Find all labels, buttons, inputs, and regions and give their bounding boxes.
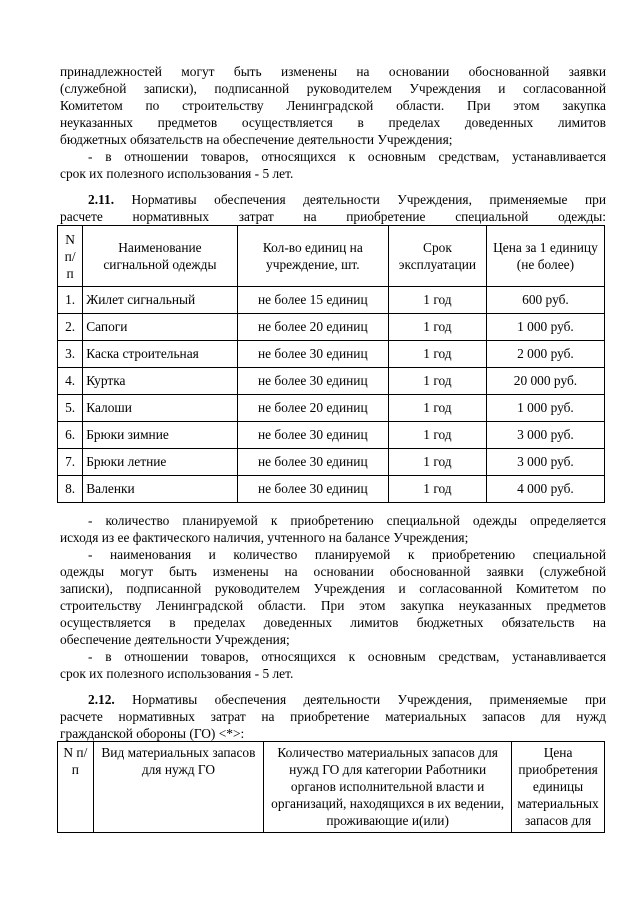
text-line: срок их полезного использования - 5 лет. bbox=[60, 166, 294, 181]
item-name: Куртка bbox=[83, 368, 237, 395]
item-price: 20 000 руб. bbox=[486, 368, 604, 395]
header-price: Цена приобретения единицы материальных запасов для bbox=[512, 742, 605, 833]
text-line: принадлежностей могут быть изменены на основании обоснованной заявки bbox=[60, 64, 606, 79]
item-price: 1 000 руб. bbox=[486, 395, 604, 422]
header-qty: Кол-во единиц на учреждение, шт. bbox=[237, 226, 388, 287]
item-price: 1 000 руб. bbox=[486, 314, 604, 341]
item-qty: не более 30 единиц bbox=[237, 449, 388, 476]
item-name: Брюки зимние bbox=[83, 422, 237, 449]
row-number: 6. bbox=[58, 422, 83, 449]
text-line: расчете нормативных затрат на приобретение специальной одежды: bbox=[60, 209, 606, 224]
text-line: гражданской обороны (ГО) <*>: bbox=[60, 726, 245, 741]
table-row bbox=[58, 314, 605, 341]
row-number: 3. bbox=[58, 341, 83, 368]
text-line: осуществляется в пределах доведенных лимитов бюджетных обязательств на bbox=[60, 615, 606, 630]
text-line: - в отношении товаров, относящихся к основным средствам, устанавливается bbox=[88, 149, 606, 164]
item-name: Брюки летние bbox=[83, 449, 237, 476]
item-name: Валенки bbox=[83, 476, 237, 503]
text-line: строительству Ленинградской области. При этом закупка неуказанных предметов bbox=[60, 598, 606, 613]
table-header-row bbox=[58, 226, 605, 287]
text-line: обеспечение деятельности Учреждения; bbox=[60, 632, 290, 647]
item-price: 4 000 руб. bbox=[486, 476, 604, 503]
section-2-11-notes bbox=[60, 512, 606, 682]
item-qty: не более 20 единиц bbox=[237, 314, 388, 341]
text-line: бюджетных обязательств на обеспечение деятельности Учреждения; bbox=[60, 132, 453, 147]
item-name: Сапоги bbox=[83, 314, 237, 341]
item-term: 1 год bbox=[389, 314, 487, 341]
text-line: одежды могут быть изменены на основании обоснованной заявки (служебной bbox=[60, 564, 606, 579]
row-number: 8. bbox=[58, 476, 83, 503]
section-2-11-title bbox=[60, 191, 606, 225]
section-2-12-title bbox=[60, 691, 606, 742]
item-qty: не более 30 единиц bbox=[237, 368, 388, 395]
section-title-text: Нормативы обеспечения деятельности Учреждения, применяемые при bbox=[114, 692, 606, 707]
section-title-text: Нормативы обеспечения деятельности Учреждения, применяемые при bbox=[114, 192, 606, 207]
table-row bbox=[58, 476, 605, 503]
header-name: Вид материальных запасов для нужд ГО bbox=[93, 742, 263, 833]
item-name: Каска строительная bbox=[83, 341, 237, 368]
item-term: 1 год bbox=[389, 368, 487, 395]
civil-defense-table bbox=[57, 741, 605, 833]
table-row bbox=[58, 449, 605, 476]
header-name: Наименование сигнальной одежды bbox=[83, 226, 237, 287]
text-line: записки), подписанной руководителем Учреждения и согласованной Комитетом по bbox=[60, 581, 606, 596]
table-row bbox=[58, 287, 605, 314]
table-row bbox=[58, 341, 605, 368]
header-qty: Количество материальных запасов для нужд ГО для категории Работники органов исполнительной власти и организаций, находящихся в их ведении, проживающие и(или) bbox=[264, 742, 512, 833]
item-qty: не более 20 единиц bbox=[237, 395, 388, 422]
header-num: N п/ п bbox=[58, 226, 83, 287]
item-qty: не более 30 единиц bbox=[237, 422, 388, 449]
header-term: Срок эксплуатации bbox=[389, 226, 487, 287]
header-price: Цена за 1 единицу (не более) bbox=[486, 226, 604, 287]
row-number: 1. bbox=[58, 287, 83, 314]
item-term: 1 год bbox=[389, 449, 487, 476]
table-row bbox=[58, 395, 605, 422]
item-term: 1 год bbox=[389, 341, 487, 368]
row-number: 5. bbox=[58, 395, 83, 422]
item-name: Калоши bbox=[83, 395, 237, 422]
item-price: 3 000 руб. bbox=[486, 422, 604, 449]
item-term: 1 год bbox=[389, 422, 487, 449]
item-price: 600 руб. bbox=[486, 287, 604, 314]
text-line: срок их полезного использования - 5 лет. bbox=[60, 666, 294, 681]
text-line: - наименования и количество планируемой к приобретению специальной bbox=[88, 547, 606, 562]
text-line bbox=[60, 191, 606, 208]
text-line bbox=[60, 691, 606, 708]
intro-paragraph bbox=[60, 63, 606, 182]
row-number: 2. bbox=[58, 314, 83, 341]
item-term: 1 год bbox=[389, 287, 487, 314]
table-row bbox=[58, 422, 605, 449]
item-term: 1 год bbox=[389, 476, 487, 503]
item-qty: не более 30 единиц bbox=[237, 341, 388, 368]
item-price: 3 000 руб. bbox=[486, 449, 604, 476]
special-clothing-table bbox=[57, 225, 605, 503]
text-line: - количество планируемой к приобретению специальной одежды определяется bbox=[88, 513, 606, 528]
row-number: 7. bbox=[58, 449, 83, 476]
section-number: 2.12. bbox=[88, 692, 115, 707]
text-line: (служебной записки), подписанной руководителем Учреждения и согласованной bbox=[60, 81, 606, 96]
text-line: расчете нормативных затрат на приобретение материальных запасов для нужд bbox=[60, 709, 606, 724]
text-line: Комитетом по строительству Ленинградской области. При этом закупка bbox=[60, 98, 606, 113]
text-line: - в отношении товаров, относящихся к основным средствам, устанавливается bbox=[88, 649, 606, 664]
row-number: 4. bbox=[58, 368, 83, 395]
text-line: неуказанных предметов осуществляется в пределах доведенных лимитов bbox=[60, 115, 606, 130]
item-qty: не более 30 единиц bbox=[237, 476, 388, 503]
header-num: N п/п bbox=[58, 742, 94, 833]
section-number: 2.11. bbox=[88, 192, 115, 207]
text-line: исходя из ее фактического наличия, учтенного на балансе Учреждения; bbox=[60, 530, 469, 545]
table-header-row bbox=[58, 742, 605, 833]
item-name: Жилет сигнальный bbox=[83, 287, 237, 314]
item-price: 2 000 руб. bbox=[486, 341, 604, 368]
item-qty: не более 15 единиц bbox=[237, 287, 388, 314]
item-term: 1 год bbox=[389, 395, 487, 422]
table-row bbox=[58, 368, 605, 395]
